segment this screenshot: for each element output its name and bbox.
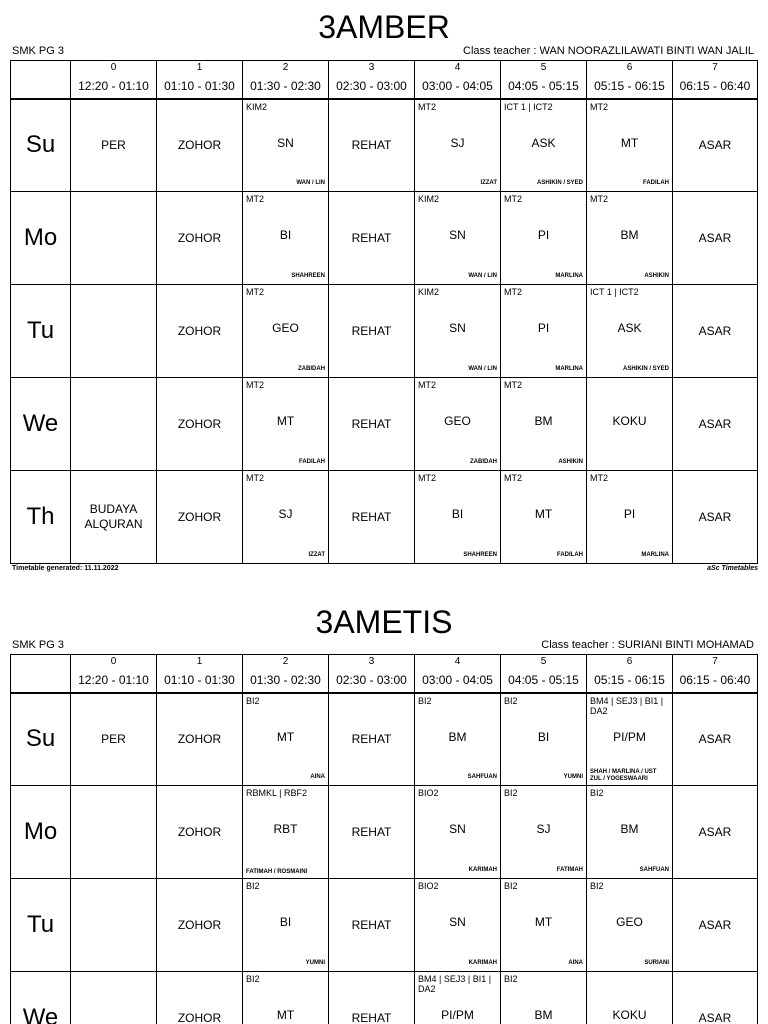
lesson-cell [587,99,673,192]
period-number: 2 [243,61,329,75]
period-cell [71,972,157,1024]
lesson-cell [501,693,587,786]
period-cell [71,879,157,972]
lesson-teacher: SHAHREEN [291,273,325,279]
period-number: 4 [415,655,501,669]
lesson-group: BI2 [504,788,518,798]
break-cell: REHAT [329,378,415,471]
lesson-group: KIM2 [418,287,440,297]
lesson-group: MT2 [246,473,264,483]
lesson-group: BI2 [246,695,260,706]
meta-row [10,45,758,57]
brand-label: aSc Timetables [707,565,758,572]
day-label: We [11,972,71,1024]
lesson-group: BI2 [504,695,518,706]
lesson-group: ICT 1 | ICT2 [504,101,553,112]
lesson-subject: BI [451,507,464,521]
day-label: Th [11,471,71,564]
lesson-teacher: ASHIKIN [558,459,583,465]
period-time: 12:20 - 01:10 [71,669,157,693]
break-cell: ZOHOR [157,192,243,285]
break-cell: ASAR [673,786,758,879]
break-cell: ASAR [673,378,758,471]
break-cell: REHAT [329,693,415,786]
lesson-subject: BI [279,915,292,929]
lesson-cell [501,972,587,1024]
lesson-cell [243,99,329,192]
period-number-row [11,61,758,75]
lesson-cell [587,972,673,1024]
lesson-subject: SN [449,228,466,242]
period-time: 02:30 - 03:00 [329,669,415,693]
lesson-group: MT2 [418,380,436,390]
lesson-group: MT2 [246,194,264,204]
lesson-teacher: SAHFUAN [639,867,669,873]
break-cell: ZOHOR [157,786,243,879]
lesson-subject: ASK [531,135,556,150]
lesson-teacher: SHAHREEN [463,552,497,558]
lesson-cell [587,378,673,471]
lesson-subject: BM [620,228,639,242]
lesson-teacher: IZZAT [308,552,325,558]
period-cell [71,192,157,285]
lesson-teacher: ASHIKIN [644,273,669,279]
lesson-subject: BM [534,414,553,428]
lesson-cell [243,471,329,564]
lesson-teacher: ZABIDAH [470,459,497,465]
lesson-cell [501,285,587,378]
break-cell: ZOHOR [157,693,243,786]
lesson-subject: BI [279,228,292,242]
lesson-teacher: FATIMAH / ROSMAINI [246,869,308,875]
lesson-group: MT2 [418,101,436,112]
lesson-teacher: MARLINA [555,366,583,372]
period-number: 5 [501,61,587,75]
period-time: 02:30 - 03:00 [329,75,415,99]
period-number: 2 [243,655,329,669]
period-time: 01:30 - 02:30 [243,75,329,99]
lesson-teacher: ZABIDAH [298,366,325,372]
lesson-subject: SN [277,135,294,150]
lesson-teacher: FADILAH [643,180,669,186]
lesson-group: BI2 [504,881,518,891]
period-time: 05:15 - 06:15 [587,669,673,693]
break-cell: REHAT [329,99,415,192]
lesson-subject: SN [449,822,466,836]
meta-row [10,639,758,651]
lesson-teacher: WAN / LIN [468,273,497,279]
corner-cell [11,669,71,693]
lesson-group: BIO2 [418,881,439,891]
lesson-subject: GEO [272,321,299,335]
day-label: Tu [11,879,71,972]
lesson-group: BI2 [590,881,604,891]
period-time: 03:00 - 04:05 [415,669,501,693]
period-number: 1 [157,655,243,669]
lesson-group: BI2 [418,695,432,706]
corner-cell [11,655,71,669]
lesson-cell [243,285,329,378]
lesson-teacher: WAN / LIN [296,180,325,186]
lesson-subject: KOKU [612,1008,647,1022]
lesson-group: MT2 [246,380,264,390]
lesson-group: BIO2 [418,788,439,798]
period-time: 01:30 - 02:30 [243,669,329,693]
lesson-group: BI2 [246,974,260,984]
break-cell: REHAT [329,972,415,1024]
lesson-teacher: ASHIKIN / SYED [536,180,583,186]
corner-cell [11,61,71,75]
lesson-group: ICT 1 | ICT2 [590,287,639,297]
period-cell [71,285,157,378]
lesson-group: KIM2 [418,194,440,204]
lesson-group: BM4 | SEJ3 | BI1 | DA2 [590,695,664,716]
day-row [11,285,758,378]
lesson-cell [415,378,501,471]
period-time: 06:15 - 06:40 [673,669,758,693]
lesson-cell [415,99,501,192]
lesson-teacher: KARIMAH [468,960,497,966]
lesson-teacher: AINA [568,960,583,966]
lesson-teacher: YUMNI [305,960,325,966]
lesson-group: MT2 [504,287,522,297]
break-cell: ASAR [673,972,758,1024]
period-time: 01:10 - 01:30 [157,75,243,99]
lesson-cell [587,693,673,786]
generated-date: Timetable generated: 11.11.2022 [12,565,119,572]
break-cell: REHAT [329,471,415,564]
break-cell: ASAR [673,693,758,786]
period-number: 6 [587,655,673,669]
day-row [11,879,758,972]
lesson-cell [243,972,329,1024]
lesson-group: BI2 [590,788,604,798]
lesson-subject: PI/PM [441,1008,474,1022]
day-label: Su [11,693,71,786]
lesson-subject: RBT [273,822,298,836]
period-cell: PER [71,99,157,192]
break-cell: REHAT [329,285,415,378]
period-time: 04:05 - 05:15 [501,75,587,99]
break-cell: REHAT [329,879,415,972]
break-cell: ZOHOR [157,879,243,972]
lesson-group: MT2 [590,194,608,204]
period-number: 3 [329,655,415,669]
lesson-group: MT2 [504,380,522,390]
break-cell: ZOHOR [157,378,243,471]
lesson-subject: KOKU [612,414,647,428]
school-name: SMK PG 3 [12,45,64,57]
period-time-row [11,75,758,99]
break-cell: REHAT [329,786,415,879]
lesson-group: MT2 [504,473,522,483]
timetable-grid [10,60,758,564]
lesson-cell [501,471,587,564]
period-cell [71,378,157,471]
lesson-subject: ASK [617,321,642,335]
period-cell: PER [71,693,157,786]
lesson-cell [243,879,329,972]
break-cell: ZOHOR [157,972,243,1024]
day-row [11,471,758,564]
lesson-cell [415,879,501,972]
lesson-subject: MT [276,729,295,744]
lesson-subject: SN [449,321,466,335]
lesson-cell [587,192,673,285]
lesson-subject: BM [620,822,639,836]
lesson-subject: SJ [450,135,465,150]
lesson-cell [415,972,501,1024]
period-time: 06:15 - 06:40 [673,75,758,99]
period-number: 1 [157,61,243,75]
lesson-subject: SJ [278,507,293,521]
day-row [11,192,758,285]
break-cell: ZOHOR [157,285,243,378]
class-teacher: Class teacher : SURIANI BINTI MOHAMAD [541,639,754,651]
day-row [11,99,758,192]
break-cell: ASAR [673,471,758,564]
lesson-cell [415,786,501,879]
break-cell: REHAT [329,192,415,285]
lesson-teacher: MARLINA [555,273,583,279]
lesson-teacher: SURIANI [644,960,669,966]
day-label: Mo [11,192,71,285]
break-cell: ASAR [673,99,758,192]
period-time: 04:05 - 05:15 [501,669,587,693]
lesson-group: MT2 [590,101,608,112]
lesson-subject: PI [537,321,550,335]
period-number: 0 [71,61,157,75]
lesson-subject: PI/PM [613,729,646,744]
lesson-group: KIM2 [246,101,268,112]
lesson-subject: MT [276,1008,295,1022]
corner-cell [11,75,71,99]
lesson-cell [243,786,329,879]
period-time: 01:10 - 01:30 [157,669,243,693]
period-number: 7 [673,655,758,669]
lesson-teacher: SAHFUAN [467,774,497,780]
lesson-group: RBMKL | RBF2 [246,788,308,798]
lesson-group: MT2 [590,473,608,483]
lesson-subject: MT [534,507,553,521]
lesson-cell [243,192,329,285]
lesson-cell [243,378,329,471]
lesson-subject: GEO [444,414,471,428]
lesson-group: MT2 [246,287,264,297]
lesson-cell [501,378,587,471]
lesson-subject: SJ [536,822,551,836]
lesson-teacher: FATIMAH [556,867,583,873]
period-cell [71,786,157,879]
period-number: 7 [673,61,758,75]
lesson-teacher: ASHIKIN / SYED [622,366,669,372]
period-number-row [11,655,758,669]
lesson-cell [501,879,587,972]
class-teacher: Class teacher : WAN NOORAZLILAWATI BINTI WAN JALIL [463,45,754,57]
day-label: Mo [11,786,71,879]
lesson-cell [501,192,587,285]
lesson-teacher: WAN / LIN [468,366,497,372]
day-row [11,693,758,786]
lesson-subject: MT [620,135,639,150]
lesson-subject: MT [276,414,295,428]
lesson-group: BI2 [246,881,260,891]
lesson-cell [587,471,673,564]
lesson-teacher: FADILAH [557,552,583,558]
lesson-subject: PI [623,507,636,521]
lesson-cell [415,192,501,285]
period-number: 3 [329,61,415,75]
lesson-group: BM4 | SEJ3 | BI1 | DA2 [418,974,492,994]
lesson-teacher: YUMNI [563,774,583,780]
lesson-teacher: FADILAH [299,459,325,465]
day-label: Su [11,99,71,192]
lesson-cell [501,99,587,192]
break-cell: ASAR [673,285,758,378]
period-cell: BUDAYA ALQURAN [71,471,157,564]
period-number: 4 [415,61,501,75]
lesson-cell [415,285,501,378]
class-title: 3AMETIS [315,604,453,640]
period-number: 5 [501,655,587,669]
period-time: 12:20 - 01:10 [71,75,157,99]
school-name: SMK PG 3 [12,639,64,651]
period-number: 6 [587,61,673,75]
timetable-grid [10,654,758,1024]
lesson-cell [587,786,673,879]
lesson-teacher: KARIMAH [468,867,497,873]
lesson-cell [243,693,329,786]
day-row [11,378,758,471]
lesson-subject: BM [448,729,467,744]
lesson-cell [587,879,673,972]
lesson-group: MT2 [418,473,436,483]
day-label: Tu [11,285,71,378]
break-cell: ZOHOR [157,99,243,192]
lesson-cell [415,471,501,564]
break-cell: ASAR [673,879,758,972]
lesson-cell [501,786,587,879]
day-label: We [11,378,71,471]
lesson-subject: BM [534,1008,553,1022]
break-cell: ASAR [673,192,758,285]
period-number: 0 [71,655,157,669]
period-time: 05:15 - 06:15 [587,75,673,99]
lesson-subject: GEO [616,915,643,929]
lesson-cell [415,693,501,786]
lesson-group: BI2 [504,974,518,984]
lesson-group: MT2 [504,194,522,204]
lesson-subject: PI [537,228,550,242]
lesson-subject: MT [534,915,553,929]
break-cell: ZOHOR [157,471,243,564]
day-row [11,786,758,879]
day-row [11,972,758,1024]
period-time: 03:00 - 04:05 [415,75,501,99]
class-title: 3AMBER [318,9,450,45]
lesson-teacher: AINA [310,774,325,780]
lesson-teacher: MARLINA [641,552,669,558]
lesson-teacher: IZZAT [480,180,497,186]
lesson-cell [587,285,673,378]
lesson-subject: SN [449,915,466,929]
period-time-row [11,669,758,693]
lesson-subject: BI [537,729,550,744]
lesson-teacher: SHAH / MARLINA / UST ZUL / YOGESWAARI [590,769,657,782]
